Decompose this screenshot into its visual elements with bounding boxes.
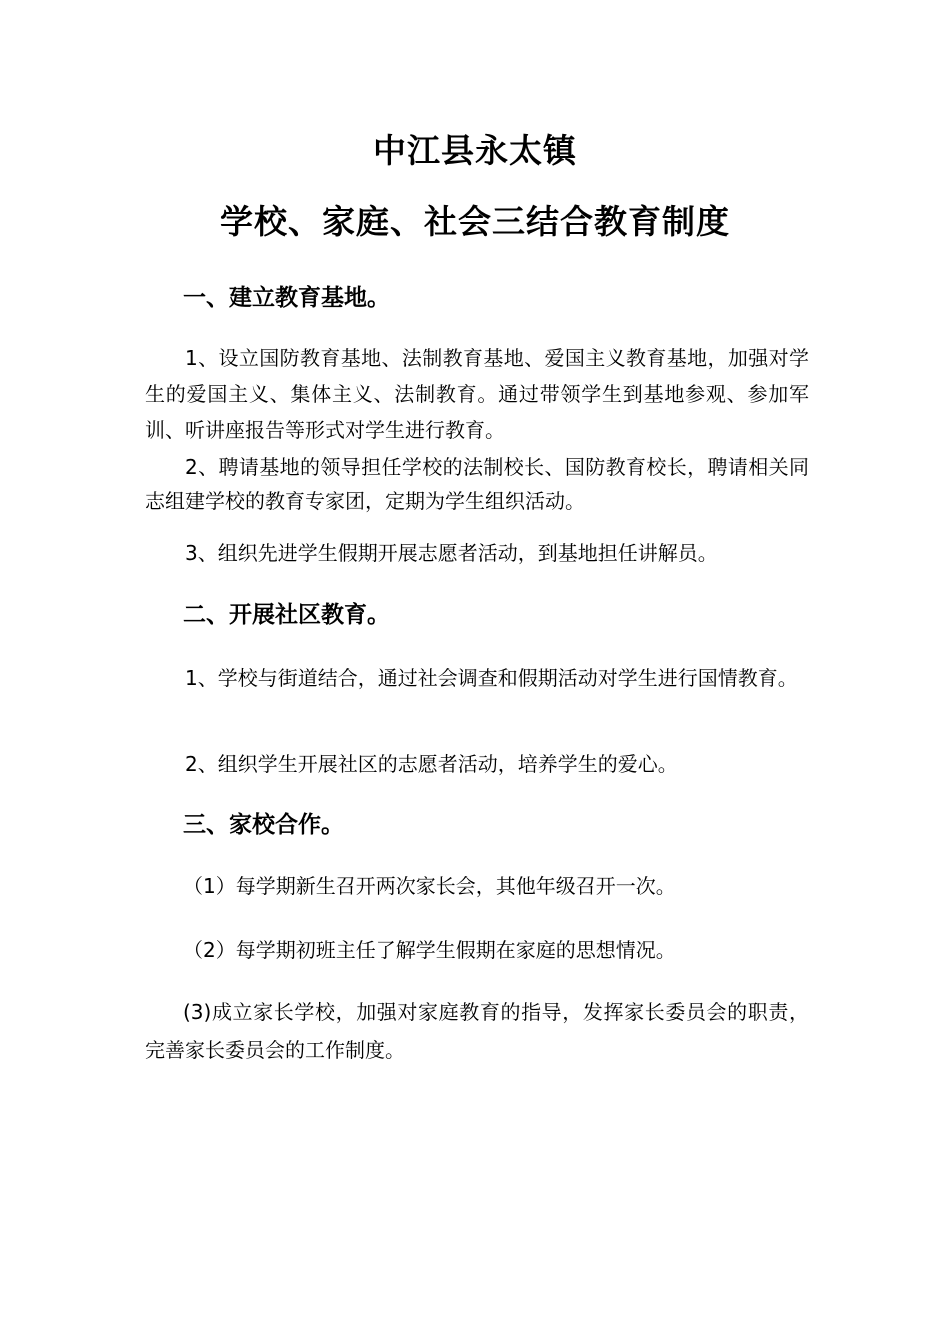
section-1-paragraph-2: 2、聘请基地的领导担任学校的法制校长、国防教育校长，聘请相关同志组建学校的教育专家团，定期为学生组织活动。 xyxy=(145,455,809,513)
section-heading-3: 三、家校合作。 xyxy=(183,812,344,838)
section-heading-1: 一、建立教育基地。 xyxy=(183,285,390,311)
section-3-paragraph-3: (3)成立家长学校，加强对家庭教育的指导，发挥家长委员会的职责，完善家长委员会的工作制度。 xyxy=(145,1000,809,1062)
section-3-paragraph-1: （1）每学期新生召开两次家长会，其他年级召开一次。 xyxy=(183,874,676,898)
document-title-line1: 中江县永太镇 xyxy=(373,131,577,170)
section-2-paragraph-2: 2、组织学生开展社区的志愿者活动，培养学生的爱心。 xyxy=(185,752,678,776)
document-title-line2: 学校、家庭、社会三结合教育制度 xyxy=(220,202,730,241)
section-1-paragraph-3: 3、组织先进学生假期开展志愿者活动，到基地担任讲解员。 xyxy=(185,541,718,565)
section-3-paragraph-2: （2）每学期初班主任了解学生假期在家庭的思想情况。 xyxy=(183,938,676,962)
section-heading-2: 二、开展社区教育。 xyxy=(183,602,390,628)
section-1-paragraph-1: 1、设立国防教育基地、法制教育基地、爱国主义教育基地，加强对学生的爱国主义、集体主义、法制教育。通过带领学生到基地参观、参加军训、听讲座报告等形式对学生进行教育。 xyxy=(145,346,809,442)
section-2-paragraph-1: 1、学校与街道结合，通过社会调查和假期活动对学生进行国情教育。 xyxy=(185,666,798,690)
